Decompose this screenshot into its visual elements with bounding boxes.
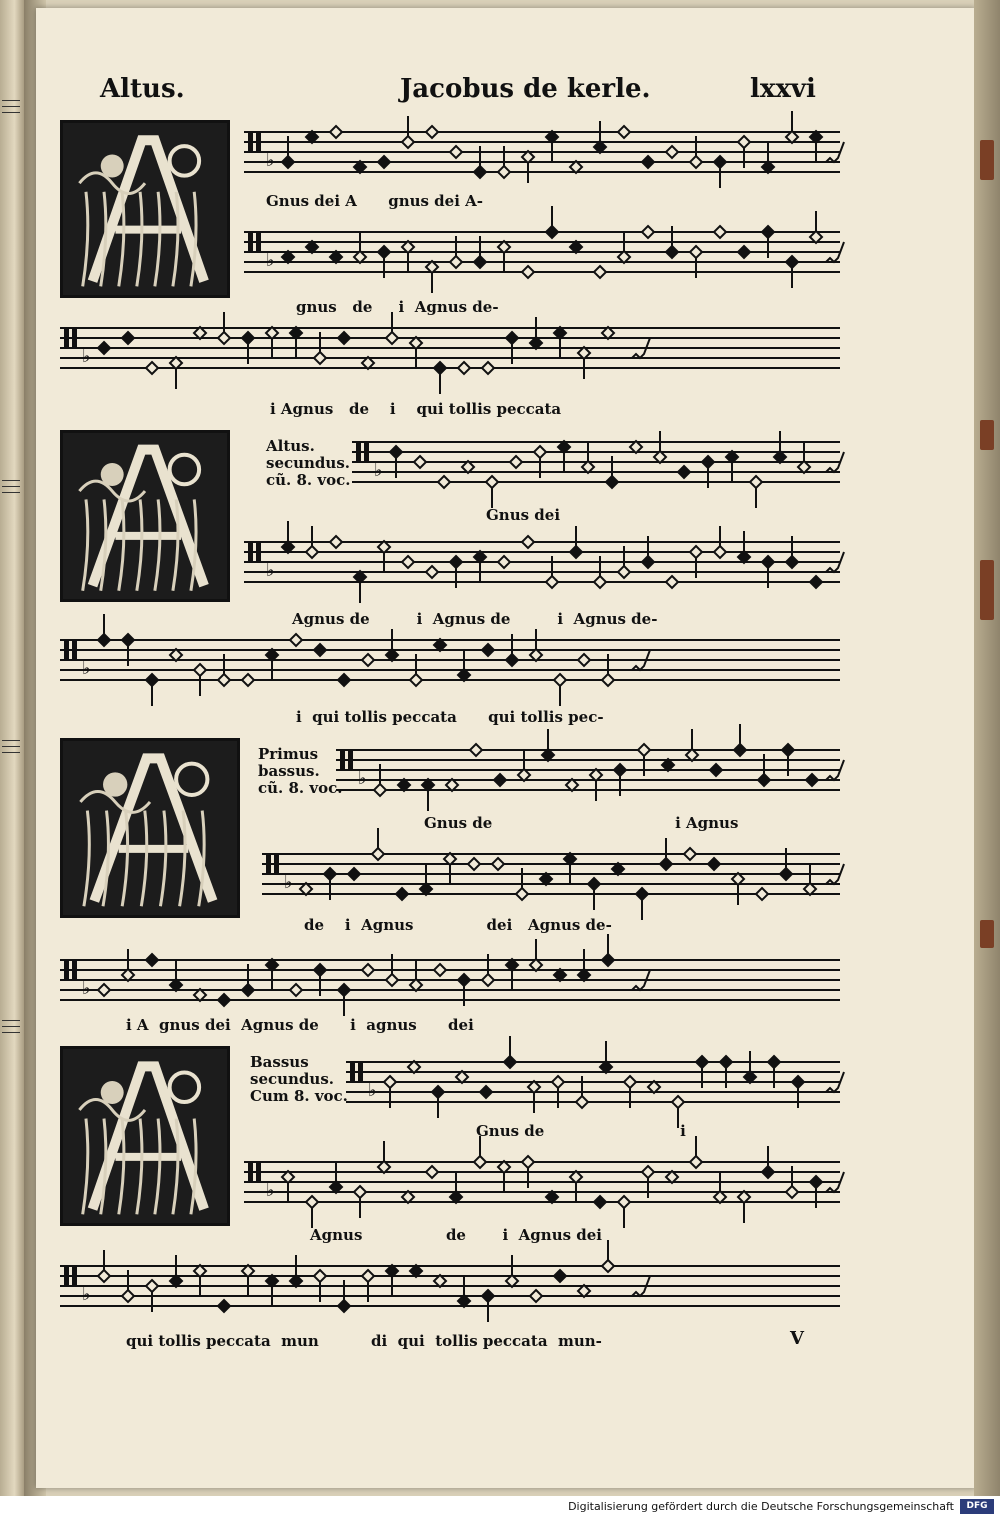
- woodcut-initial-a: [60, 430, 230, 602]
- lyric-line: i A gnus dei Agnus de i agnus dei: [126, 1016, 474, 1034]
- music-staff: [244, 532, 840, 592]
- svg-text:♭: ♭: [266, 150, 275, 171]
- music-staff: [262, 844, 840, 904]
- svg-text:♭: ♭: [266, 1180, 275, 1201]
- digitization-footer: [0, 1496, 1000, 1518]
- svg-text:♭: ♭: [284, 872, 293, 893]
- svg-text:♭: ♭: [82, 978, 91, 999]
- lyric-line: i qui tollis peccata qui tollis pec-: [296, 708, 604, 726]
- lyric-line: Agnus de i Agnus dei: [310, 1226, 603, 1244]
- svg-text:♭: ♭: [358, 768, 367, 789]
- footer-credit: Digitalisierung gefördert durch die Deutsche Forschungsgemeinschaft: [568, 1500, 954, 1513]
- part-label: Primus bassus. cũ. 8. voc.: [258, 745, 343, 797]
- part-label: Altus. secundus. cũ. 8. voc.: [266, 437, 351, 489]
- lyric-line: gnus de i Agnus de-: [296, 298, 499, 316]
- music-staff: [346, 1052, 840, 1112]
- lyric-line: Gnus de i: [476, 1122, 686, 1140]
- lyric-line: Gnus de i Agnus: [424, 814, 739, 832]
- page-edge-right: [974, 0, 1000, 1518]
- music-staff: [352, 432, 840, 492]
- page-header-composer: Jacobus de kerle.: [400, 74, 651, 104]
- page-header-voice: Altus.: [100, 74, 185, 104]
- facing-page-edge: [0, 0, 24, 1518]
- woodcut-initial-a: [60, 1046, 230, 1226]
- music-staff: [60, 1256, 840, 1316]
- dfg-logo: DFG: [960, 1499, 994, 1514]
- music-staff: [60, 950, 840, 1010]
- svg-text:♭: ♭: [82, 658, 91, 679]
- music-staff: [60, 318, 840, 378]
- lyric-line: i Agnus de i qui tollis peccata: [270, 400, 562, 418]
- svg-text:♭: ♭: [82, 346, 91, 367]
- svg-text:♭: ♭: [368, 1080, 377, 1101]
- svg-text:♭: ♭: [266, 560, 275, 581]
- signature-mark: V: [790, 1328, 804, 1349]
- svg-text:♭: ♭: [374, 460, 383, 481]
- woodcut-initial-a: [60, 120, 230, 298]
- lyric-line: de i Agnus dei Agnus de-: [304, 916, 612, 934]
- music-staff: [60, 630, 840, 690]
- lyric-line: Agnus de i Agnus de i Agnus de-: [292, 610, 658, 628]
- lyric-line: qui tollis peccata mun di qui tollis peccata mun-: [126, 1332, 602, 1350]
- page-header-folio: lxxvi: [750, 74, 816, 104]
- svg-text:♭: ♭: [82, 1284, 91, 1305]
- svg-text:♭: ♭: [266, 250, 275, 271]
- music-staff: [244, 122, 840, 182]
- part-label: Bassus secundus. Cum 8. voc.: [250, 1053, 348, 1105]
- music-staff: [244, 222, 840, 282]
- music-staff: [244, 1152, 840, 1212]
- woodcut-initial-a: [60, 738, 240, 918]
- lyric-line: Gnus dei: [486, 506, 561, 524]
- lyric-line: Gnus dei A gnus dei A-: [266, 192, 483, 210]
- music-staff: [336, 740, 840, 800]
